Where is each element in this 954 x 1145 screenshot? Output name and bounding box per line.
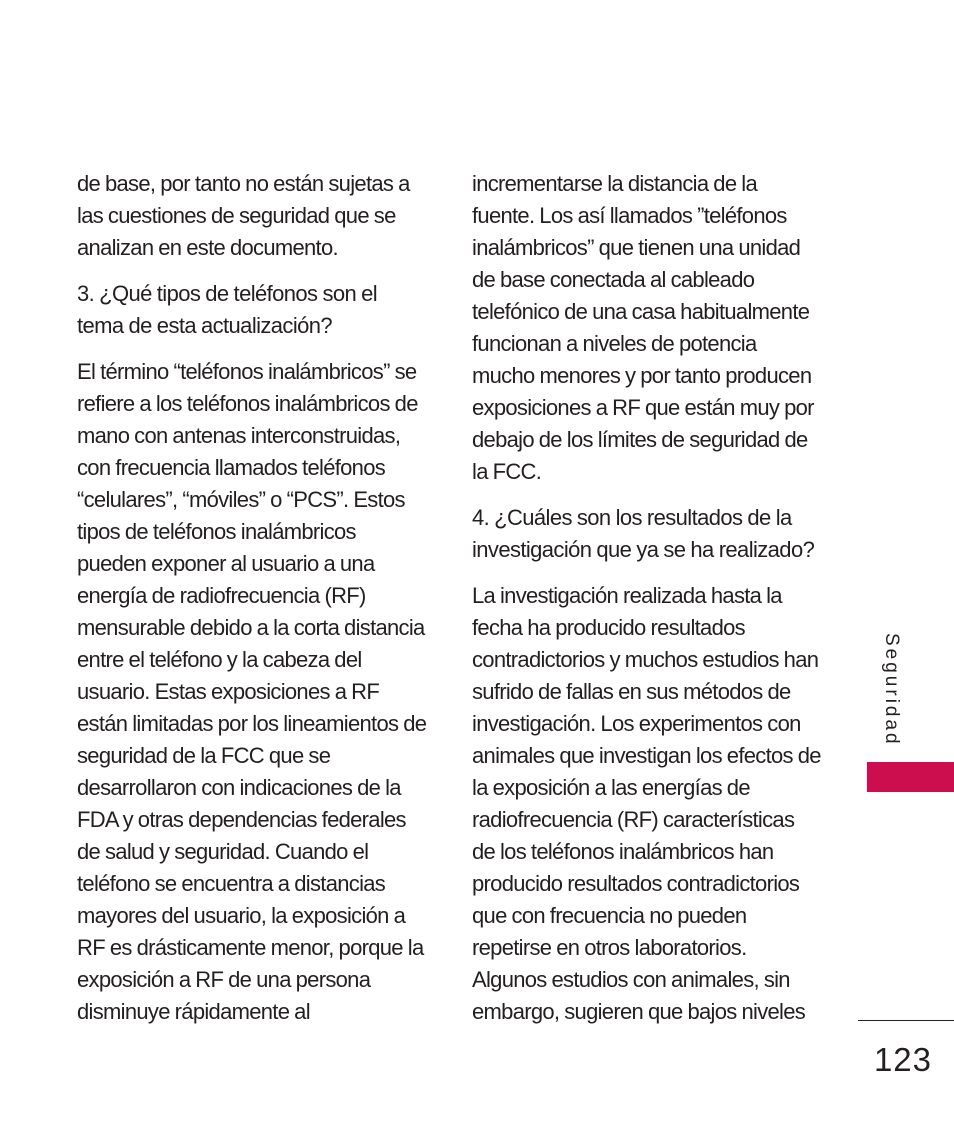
question-4-heading: 4. ¿Cuáles son los resultados de la investigación que ya se ha realizado? bbox=[472, 505, 815, 562]
footer-divider bbox=[858, 1020, 954, 1021]
page-number: 123 bbox=[873, 1041, 932, 1078]
question-3-heading: 3. ¿Qué tipos de teléfonos son el tema de esta actualización? bbox=[77, 281, 378, 338]
right-paragraph-intro: incrementarse la distancia de la fuente. Los así llamados ”teléfonos inalámbricos” que tienen una unidad de base conectada al cableado telefónico de una casa habitualmente funcionan a niveles de potencia mucho menores y por tanto producen exposiciones a RF que están muy por debajo de los límites de seguridad de la FCC. bbox=[472, 171, 814, 484]
left-column bbox=[77, 168, 427, 1028]
left-paragraph-body: El término “teléfonos inalámbricos” se refiere a los teléfonos inalámbricos de mano con antenas interconstruidas, con frecuencia llamados teléfonos “celulares”, “móviles” o “PCS”. Estos tipos de teléfonos inalámbricos pueden exponer al usuario a una energía de radiofrecuencia (RF) mensurable debido a la corta distancia entre el teléfono y la cabeza del usuario. Estas exposiciones a RF están limitadas por los lineamientos de seguridad de la FCC que se desarrollaron con indicaciones de la FDA y otras dependencias federales de salud y seguridad. Cuando el teléfono se encuentra a distancias mayores del usuario, la exposición a RF es drásticamente menor, porque la exposición a RF de una persona disminuye rápidamente al bbox=[77, 359, 427, 1024]
left-paragraph-intro: de base, por tanto no están sujetas a las cuestiones de seguridad que se analizan en este documento. bbox=[77, 171, 410, 260]
right-paragraph-body: La investigación realizada hasta la fecha ha producido resultados contradictorios y muchos estudios han sufrido de fallas en sus métodos de investigación. Los experimentos con animales que investigan los efectos de la exposición a las energías de radiofrecuencia (RF) características de los teléfonos inalámbricos han producido resultados contradictorios que con frecuencia no pueden repetirse en otros laboratorios. Algunos estudios con animales, sin embargo, sugieren que bajos niveles bbox=[472, 583, 821, 1024]
right-column bbox=[472, 168, 822, 1028]
section-tab-label: Seguridad bbox=[881, 633, 902, 747]
section-tab-marker bbox=[867, 762, 954, 792]
